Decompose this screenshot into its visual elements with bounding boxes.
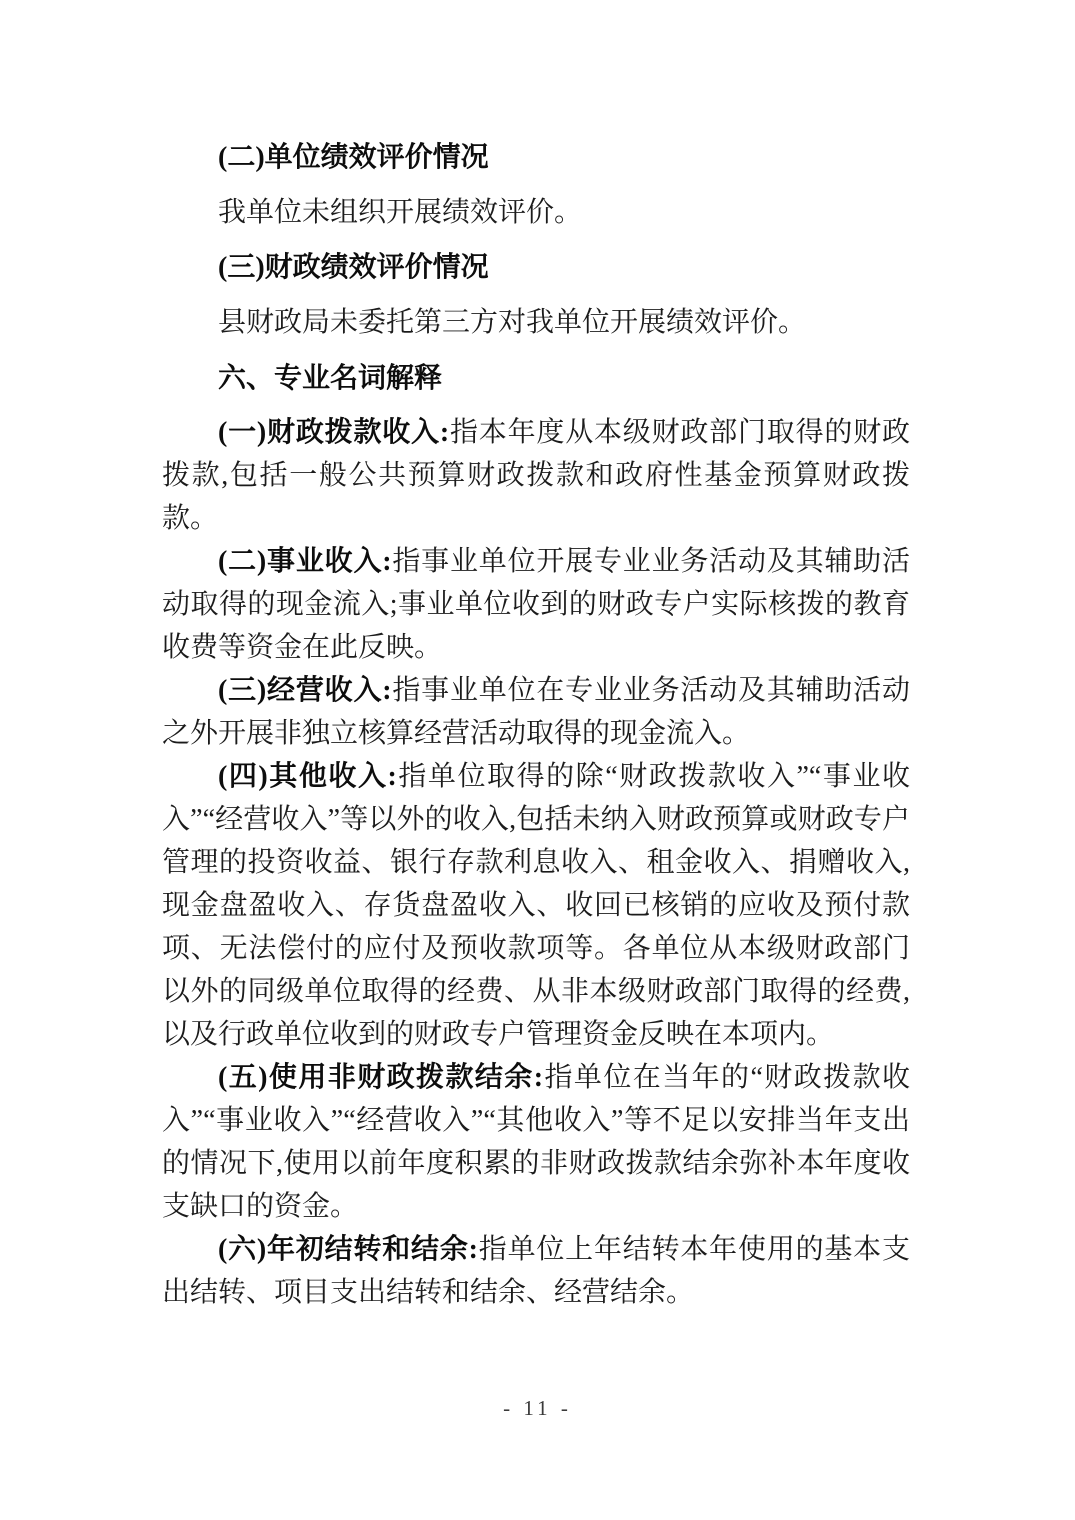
glossary-term-1-definition: 指本年度从本级财政部门取得的财政拨款,包括一般公共预算财政拨款和政府性基金预算财政拨款。 bbox=[162, 417, 910, 534]
glossary-term-4-label: (四)其他收入: bbox=[218, 761, 397, 792]
glossary-term-6-label: (六)年初结转和结余: bbox=[218, 1234, 478, 1265]
glossary-term-2 bbox=[162, 540, 910, 669]
glossary-term-3 bbox=[162, 669, 910, 755]
glossary-term-2-definition: 指事业单位开展专业业务活动及其辅助活动取得的现金流入;事业单位收到的财政专户实际核拨的教育收费等资金在此反映。 bbox=[162, 546, 910, 663]
glossary-term-3-definition: 指事业单位在专业业务活动及其辅助活动之外开展非独立核算经营活动取得的现金流入。 bbox=[162, 675, 910, 749]
glossary-term-1-label: (一)财政拨款收入: bbox=[218, 417, 450, 448]
glossary-term-list bbox=[162, 411, 910, 1314]
heading-unit-performance-evaluation: (二)单位绩效评价情况 bbox=[218, 142, 489, 173]
heading-fiscal-performance-evaluation: (三)财政绩效评价情况 bbox=[218, 252, 489, 283]
glossary-term-5-definition: 指单位在当年的“财政拨款收入”“事业收入”“经营收入”“其他收入”等不足以安排当年支出的情况下,使用以前年度积累的非财政拨款结余弥补本年度收支缺口的资金。 bbox=[162, 1062, 910, 1222]
glossary-term-6-definition: 指单位上年结转本年使用的基本支出结转、项目支出结转和结余、经营结余。 bbox=[162, 1234, 910, 1308]
glossary-term-6 bbox=[162, 1228, 910, 1314]
page-content bbox=[162, 130, 910, 1314]
glossary-term-2-label: (二)事业收入: bbox=[218, 546, 392, 577]
glossary-term-1 bbox=[162, 411, 910, 540]
paragraph-fiscal-performance-evaluation: 县财政局未委托第三方对我单位开展绩效评价。 bbox=[218, 307, 807, 338]
performance-evaluation-section bbox=[162, 130, 910, 405]
glossary-term-4-definition: 指单位取得的除“财政拨款收入”“事业收入”“经营收入”等以外的收入,包括未纳入财政预算或财政专户管理的投资收益、银行存款利息收入、租金收入、捐赠收入,现金盘盈收入、存货盘盈收入、收回已核销的应收及预付款项、无法偿付的应付及预收款项等。各单位从本级财政部门以外的同级单位取得的经费、从非本级财政部门取得的经费,以及行政单位收到的财政专户管理资金反映在本项内。 bbox=[162, 761, 910, 1050]
glossary-term-4 bbox=[162, 755, 910, 1056]
paragraph-unit-performance-evaluation: 我单位未组织开展绩效评价。 bbox=[218, 197, 583, 228]
glossary-term-5-label: (五)使用非财政拨款结余: bbox=[218, 1062, 544, 1093]
glossary-term-3-label: (三)经营收入: bbox=[218, 675, 392, 706]
page-number: - 11 - bbox=[503, 1396, 572, 1420]
heading-glossary: 六、专业名词解释 bbox=[218, 362, 443, 393]
glossary-term-5 bbox=[162, 1056, 910, 1228]
